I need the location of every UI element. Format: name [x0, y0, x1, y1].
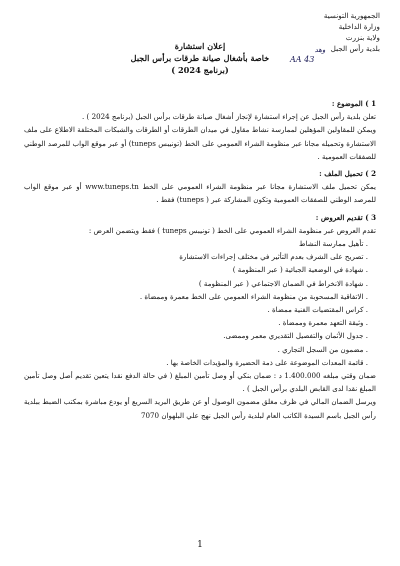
title-line-1: إعلان استشارة	[174, 41, 226, 51]
paragraph-eligibility: ويمكن للمقاولين المؤهلين لممارسة نشاط مقاول في ميدان الطرقات أو الطرقات والشبكات المختلفة الاطلاع على ملف الاستشارة وتحميله مجانا عبر منظومة الشراء العمومي على الخط (تونيبس tuneps) أو عبر موقع الواب للمرصد الوطني للصفقات العمومية .	[24, 125, 376, 161]
paragraph-delivery: ويرسل الضمان المالي في ظرف مغلق مضمون الوصول أو عن طريق البريد السريع أو يودع مباشرة بمكتب الضبط ببلدية رأس الجبل باسم السيدة الكاتب العام لبلدية رأس الجبل نهج علي البلهوان 7070	[24, 397, 376, 420]
section-heading-download: 2 ) تحميل الملف :	[319, 169, 376, 179]
letterhead-republic: الجمهورية التونسية	[323, 11, 380, 20]
page-number: 1	[197, 540, 203, 550]
list-item: . وثيقة التعهد معمرة وممضاة .	[278, 318, 368, 328]
list-item: . جدول الأثمان والتفصيل التقديري معمر وممضى.	[223, 331, 368, 341]
title-line-2: خاصة بأشغال صيانة طرقات برأس الجبل	[130, 53, 270, 63]
paragraph-announcement: تعلن بلدية رأس الجبل عن إجراء استشارة لإنجاز أشغال صيانة طرقات برأس الجبل (برنامج 2024 ) .	[82, 112, 376, 122]
list-item: . كراس المقتضيات الفنية ممضاة .	[267, 305, 368, 315]
section-heading-submission: 3 ) تقديم العروض :	[315, 212, 376, 222]
paragraph-guarantee: ضمان وقتي مبلغه 1.400.000 د : ضمان بنكي أو وصل تأمين المبلغ ( في حالة الدفع نقدا يتعين تقديم أصل وصل تأمين المبلغ نقدا لدى القابض البلدي برأس الجبل ) .	[24, 371, 376, 394]
document-body	[24, 93, 376, 422]
list-item: . شهادة في الوضعية الجبائية ( عبر المنظومة )	[232, 265, 368, 275]
paragraph-download: يمكن تحميل ملف الاستشارة مجانا عبر منظومة الشراء العمومي على الخط www.tuneps.tn أو عبر موقع الواب للمرصد الوطني للصفقات العمومية وتكون المشاركة عبر ( tuneps) فقط .	[24, 182, 377, 205]
stamp-word: وهد	[314, 46, 326, 54]
section-heading-subject: 1 ) الموضوع :	[331, 99, 376, 108]
list-item: . شهادة الانخراط في الضمان الاجتماعي ( عبر المنظومة )	[198, 278, 368, 288]
letterhead-governorate: ولاية بنزرت	[345, 33, 380, 42]
list-item: . الاتفاقية المسحوبة من منظومة الشراء العمومي على الخط معمرة وممضاة .	[139, 291, 368, 301]
letterhead-municipality: بلدية رأس الجبل	[330, 44, 380, 53]
stamp-number: AA 43	[290, 55, 315, 64]
list-item: . تصريح على الشرف بعدم التأثير في مختلف إجراءات الاستشارة	[179, 252, 368, 262]
list-item: . مضمون من السجل التجاري .	[277, 344, 368, 354]
letterhead-ministry: وزارة الداخلية	[338, 22, 380, 31]
document-title	[60, 40, 340, 76]
list-item: . تأهيل ممارسة النشاط	[299, 239, 368, 249]
paragraph-submission: تقدم العروض عبر منظومة الشراء العمومي على الخط ( تونيبس tuneps ) فقط ويتضمن العرض :	[88, 225, 376, 235]
title-line-3: (برنامج 2024 )	[171, 65, 229, 75]
list-item: . قائمة المعدات الموضوعة على ذمة الحضيرة والمؤيدات الخاصة بها .	[166, 357, 368, 367]
